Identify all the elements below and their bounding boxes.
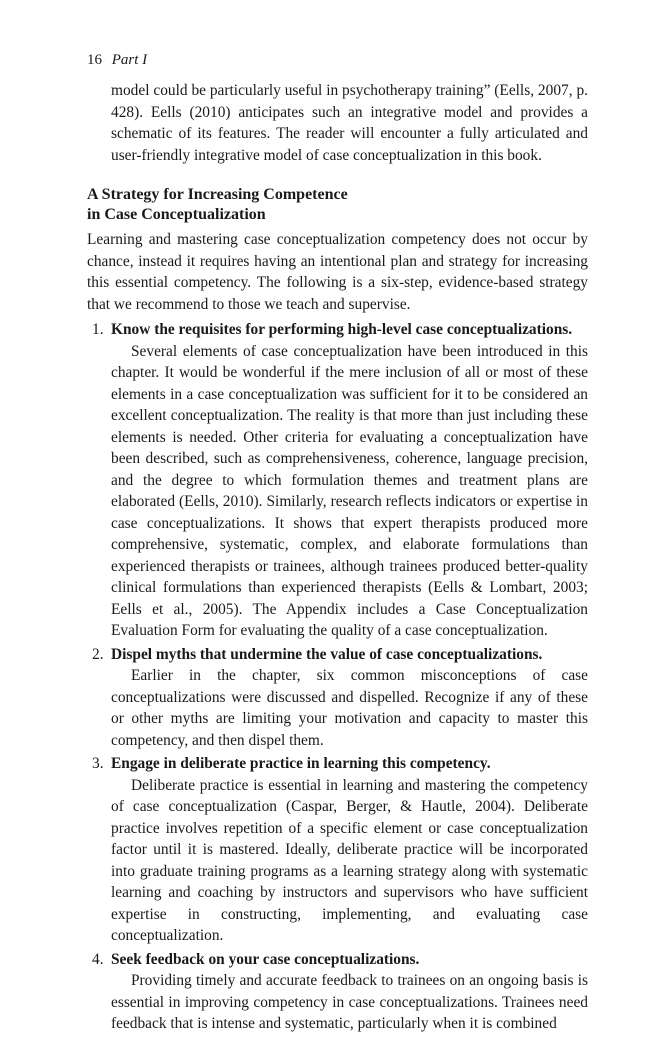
step-title: Seek feedback on your case conceptualizations.	[111, 950, 420, 968]
strategy-steps-list	[87, 319, 588, 1037]
step-number: 3.	[92, 755, 104, 772]
page-number: 16	[87, 52, 102, 68]
strategy-step-3	[87, 753, 588, 947]
step-title: Know the requisites for performing high-level case conceptualizations.	[111, 321, 573, 338]
section-heading	[87, 185, 567, 225]
step-number: 4.	[92, 950, 104, 968]
step-number: 2.	[92, 645, 104, 663]
part-label: Part I	[111, 52, 148, 68]
step-body: Deliberate practice is essential in learning and mastering the competency of case conceptualization (Caspar, Berger, & Hautle, 2004). Deliberate practice involves repetition of a specific element or case conceptualization factor until it is mastered. Ideally, deliberate practice will be incorporated into graduate training programs as a learning strategy along with systematic learning and coaching by instructors and supervisors who have sufficient expertise in constructing, implementing, and evaluating case conceptualization.	[111, 776, 588, 944]
strategy-step-1	[87, 319, 588, 642]
step-body: Providing timely and accurate feedback to trainees on an ongoing basis is essential in improving competency in case conceptualizations. Trainees need feedback that is intense and systematic, particularly when it is combined	[111, 972, 588, 1032]
running-head	[87, 50, 147, 70]
section-heading-line-1: A Strategy for Increasing Competence	[87, 186, 348, 203]
lead-paragraph: Learning and mastering case conceptualization competency does not occur by chance, instead it requires having an intentional plan and strategy for increasing this essential competency. The following is a six-step, evidence-based strategy that we recommend to those we teach and supervise.	[87, 231, 588, 313]
step-body: Several elements of case conceptualization have been introduced in this chapter. It would be wonderful if the mere inclusion of all or most of these elements in a case conceptualization was sufficient for it to be considered an excellent conceptualization. The reality is that more than just including these elements is needed. Other criteria for evaluating a conceptualization have been described, such as comprehensiveness, coherence, language precision, and the degree to which formulation themes and treatment plans are elaborated (Eells, 2010). Similarly, research reflects indicators or expertise in case conceptualizations. It shows that expert therapists produced more comprehensive, systematic, complex, and elaborate formulations than experienced therapists or trainees, although trainees produced better-quality clinical formulations than experienced therapists (Eells & Lombart, 2003; Eells et al., 2005). The Appendix includes a Case Conceptualization Evaluation Form for evaluating the quality of a case conceptualization.	[111, 342, 588, 639]
section-heading-line-2: in Case Conceptualization	[87, 206, 266, 223]
strategy-step-2	[87, 644, 588, 752]
step-title: Dispel myths that undermine the value of case conceptualizations.	[111, 645, 543, 663]
step-title: Engage in deliberate practice in learning this competency.	[111, 755, 491, 772]
step-number: 1.	[92, 321, 104, 338]
strategy-step-4	[87, 949, 588, 1035]
step-body: Earlier in the chapter, six common misconceptions of case conceptualizations were discussed and dispelled. Recognize if any of these or other myths are limiting your motivation and capacity to master this competency, and then dispel them.	[111, 667, 588, 749]
intro-paragraph: model could be particularly useful in psychotherapy training” (Eells, 2007, p. 428). Eells (2010) anticipates such an integrative model and provides a schematic of its features. The reader will encounter a fully articulated and user-friendly integrative model of case conceptualization in this book.	[111, 82, 588, 164]
